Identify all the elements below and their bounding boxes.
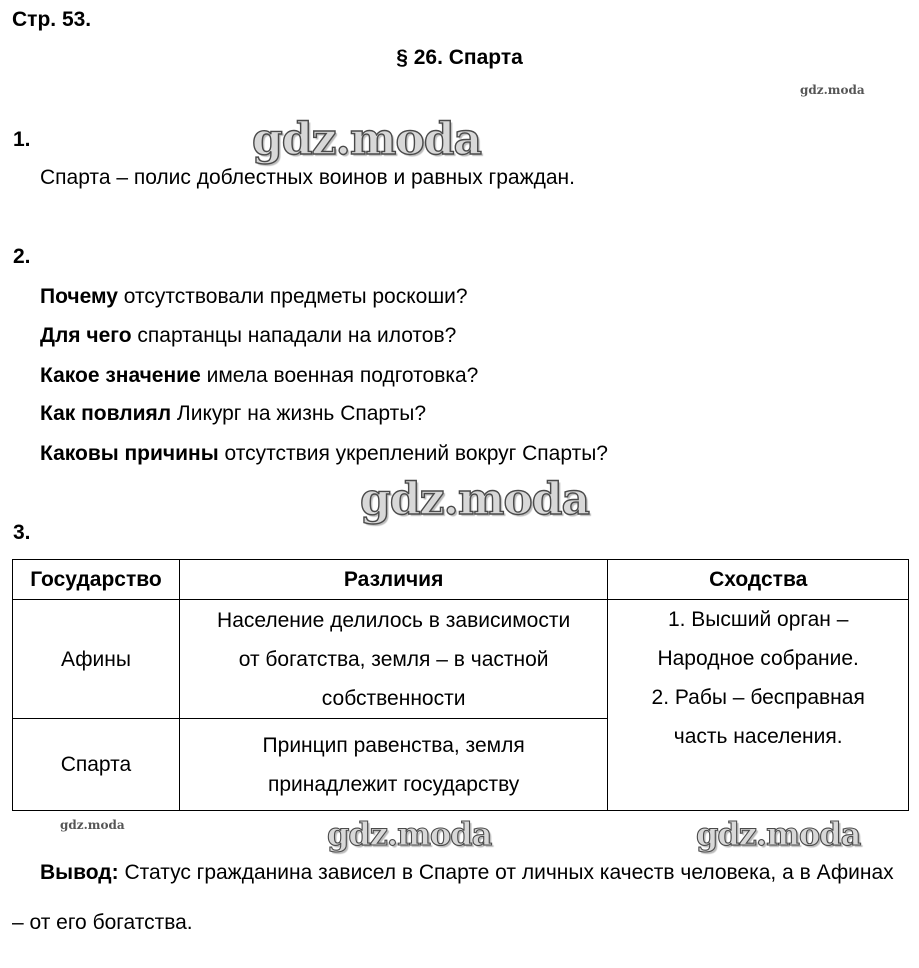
question-item (40, 364, 478, 388)
watermark: gdz.moda (327, 815, 492, 853)
conclusion-label: Вывод: (40, 861, 119, 884)
header-similarities: Сходства (608, 560, 909, 600)
conclusion-paragraph (12, 848, 907, 948)
differences-line: принадлежит государству (267, 772, 520, 796)
task-1-number: 1. (13, 128, 31, 151)
differences-cell (179, 600, 607, 719)
question-item (40, 285, 468, 309)
similarities-line: 2. Рабы – бесправная (651, 686, 865, 709)
similarities-line: 1. Высший орган – (667, 608, 849, 631)
question-keyword: Каковы причины (40, 442, 219, 465)
table-row (13, 600, 909, 719)
task-2-number: 2. (13, 245, 31, 268)
conclusion-text: Статус гражданина зависел в Спарте от личных качеств человека, а в Афинах – от его богатства. (12, 861, 894, 934)
task-3-number: 3. (13, 521, 31, 544)
similarities-cell (608, 600, 909, 811)
question-text: отсутствовали предметы роскоши? (117, 285, 468, 308)
question-keyword: Как повлиял (40, 402, 172, 425)
differences-line: от богатства, земля – в частной (238, 647, 549, 671)
watermark-small: gdz.moda (60, 818, 125, 832)
question-keyword: Для чего (40, 324, 132, 347)
differences-line: Население делилось в зависимости (217, 608, 571, 632)
state-cell (13, 600, 180, 719)
state-cell (13, 719, 180, 811)
differences-line: Принцип равенства, земля (262, 733, 525, 757)
watermark: gdz.moda (360, 474, 590, 525)
watermark: gdz.moda (252, 114, 482, 165)
watermark: gdz.moda (696, 815, 861, 853)
header-differences: Различия (179, 560, 607, 600)
question-text: отсутствия укреплений вокруг Спарты? (218, 442, 608, 465)
question-item (40, 442, 608, 466)
differences-line: собственности (321, 686, 466, 710)
task-1-answer: Спарта – полис доблестных воинов и равных граждан. (40, 166, 575, 189)
question-text: спартанцы нападали на илотов? (131, 324, 457, 347)
page-number-label: Стр. 53. (12, 8, 92, 31)
question-text: имела военная подготовка? (200, 364, 479, 387)
question-keyword: Почему (40, 285, 118, 308)
question-item (40, 402, 426, 426)
state-name: Спарта (60, 753, 132, 776)
comparison-table (12, 559, 909, 811)
differences-cell (179, 719, 607, 811)
similarities-line: часть населения. (673, 725, 843, 748)
state-name: Афины (60, 647, 131, 671)
table-header-row (13, 560, 909, 600)
question-item (40, 324, 456, 348)
question-keyword: Какое значение (40, 364, 201, 387)
question-text: Ликург на жизнь Спарты? (171, 402, 427, 425)
section-title: § 26. Спарта (396, 46, 523, 69)
header-state: Государство (13, 560, 180, 600)
watermark-small: gdz.moda (800, 83, 865, 97)
similarities-line: Народное собрание. (657, 647, 859, 670)
